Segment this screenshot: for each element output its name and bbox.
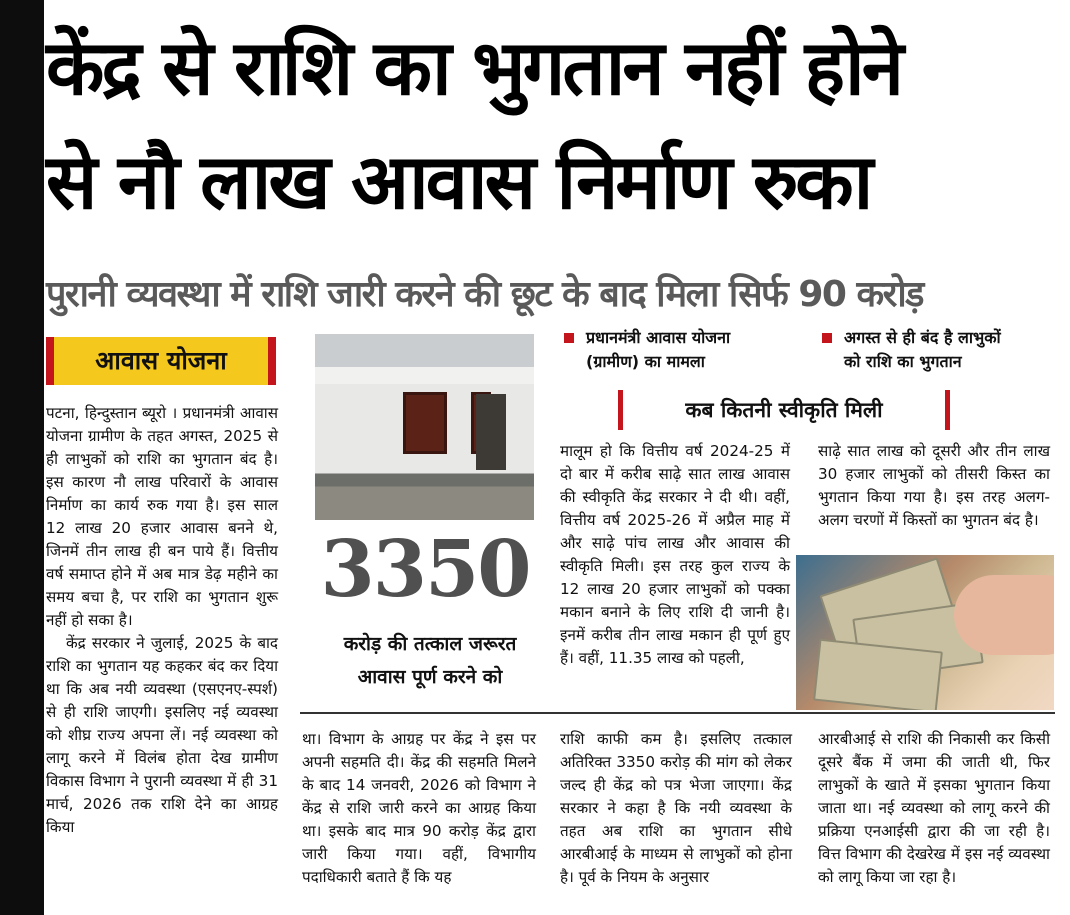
bullet-point-1: [564, 326, 804, 374]
dark-page-edge: [0, 0, 44, 915]
bullet-2-line-2: को राशि का भुगतान: [844, 352, 962, 371]
bullet-point-2: [822, 326, 1062, 374]
column-3-bottom: [560, 728, 792, 889]
photo-roof: [315, 367, 534, 384]
highlight-caption-line-1: करोड़ की तत्काल जरूरत: [343, 633, 517, 655]
col3-bottom-text: राशि काफी कम है। इसलिए तत्काल अतिरिक्त 3350 करोड़ की मांग को लेकर जल्द ही केंद्र को पत्र भेजा जाएगा। केंद्र सरकार ने कहा है कि नयी व्यवस्था के तहत अब राशि का भुगतान सीधे आरबीआई के माध्यम से लाभुकों को होना है। पूर्व के नियम के अनुसार: [560, 730, 792, 886]
column-3-top: [560, 440, 790, 670]
box-title: कब कितनी स्वीकृति मिली: [618, 390, 950, 430]
column-4-bottom: [818, 728, 1050, 889]
headline-line-1: केंद्र से राशि का भुगतान नहीं होने: [46, 23, 901, 112]
highlight-caption-line-2: आवास पूर्ण करने को: [357, 666, 503, 688]
headline-line-2: से नौ लाख आवास निर्माण रुका: [46, 137, 871, 226]
photo-window-left: [403, 392, 447, 454]
highlight-number: 3350: [320, 524, 530, 615]
col2-bottom-text: था। विभाग के आग्रह पर केंद्र ने इस पर अपनी सहमति दी। केंद्र की सहमति मिलने के बाद 14 जनवरी, 2026 को विभाग ने केंद्र से राशि जारी करने का आग्रह किया था। इसके बाद मात्र 90 करोड़ केंद्र द्वारा जारी किया गया। वहीं, विभागीय पदाधिकारी बताते हैं कि यह: [302, 730, 536, 886]
col1-paragraph-1: पटना, हिन्दुस्तान ब्यूरो । प्रधानमंत्री आवास योजना ग्रामीण के तहत अगस्त, 2025 से ही लाभुकों को राशि का भुगतान बंद है। इस कारण नौ लाख परिवारों के आवास निर्माण का कार्य रुक गया है। इस साल 12 लाख 20 हजार आवास बनने थे, जिनमें तीन लाख ही बन पाये हैं। वित्तीय वर्ष समाप्त होने में अब मात्र डेढ़ महीने का समय बचा है, पर राशि का भुगतान शुरू नहीं हो सका है।: [46, 404, 278, 629]
currency-photo: [796, 555, 1054, 710]
col1-paragraph-2: केंद्र सरकार ने जुलाई, 2025 के बाद राशि का भुगतान यह कहकर बंद कर दिया था कि अब नयी व्यवस्था (एसएनए-स्पर्श) से ही राशि जाएगी। इसलिए नई व्यवस्था को शीघ्र राज्य अपना लें। नई व्यवस्था को लागू करने में विलंब होता देख ग्रामीण विकास विभाग ने पुरानी व्यवस्था में ही 31 मार्च, 2026 तक राशि देने का आग्रह किया: [46, 634, 278, 836]
subheadline: पुरानी व्यवस्था में राशि जारी करने की छूट के बाद मिला सिर्फ 90 करोड़: [46, 274, 923, 315]
banknote-3: [813, 639, 943, 710]
col4-top-text: साढ़े सात लाख को दूसरी और तीन लाख 30 हजार लाभुकों को तीसरी किस्त का भुगतान किया गया है। इस तरह अलग-अलग चरणों में किस्तों का भुगतन बंद है।: [818, 442, 1050, 529]
col3-top-text: मालूम हो कि वित्तीय वर्ष 2024-25 में दो बार में करीब साढ़े सात लाख आवास की स्वीकृति केंद्र सरकार ने दी थी। वहीं, वित्तीय वर्ष 2025-26 में अप्रैल माह में और साढ़े पांच लाख और आवास की स्वीकृति मिली। इस तरह कुल राज्य के 12 लाख 20 हजार लाभुकों को पक्का मकान बनाने के लिए राशि दी जानी है। इनमें करीब तीन लाख मकान ही पूर्ण हुए हैं। वहीं, 11.35 लाख को पहली,: [560, 442, 790, 667]
column-1: [46, 402, 278, 839]
section-divider: [300, 712, 1055, 714]
column-4-top: [818, 440, 1050, 532]
section-tag: आवास योजना: [46, 337, 276, 385]
bullet-1-line-2: (ग्रामीण) का मामला: [586, 352, 705, 371]
photo-door: [476, 394, 506, 470]
highlight-caption: [310, 628, 550, 694]
column-2-bottom: [302, 728, 536, 889]
col4-bottom-text: आरबीआई से राशि की निकासी कर किसी दूसरे बैंक में जमा की जाती थी, फिर लाभुकों के खाते में इसका भुगतान किया जाता था। नई व्यवस्था को लागू करने की प्रक्रिया एनआईसी द्वारा की जा रही है। वित्त विभाग की देखरेख में इस नई व्यवस्था को लागू किया जा रहा है।: [818, 730, 1050, 886]
bullet-square-icon: [822, 333, 832, 343]
bullet-square-icon: [564, 333, 574, 343]
bullet-1-line-1: प्रधानमंत्री आवास योजना: [586, 328, 731, 347]
hand-shape: [954, 575, 1054, 655]
house-photo: [315, 334, 534, 520]
bullet-2-line-1: अगस्त से ही बंद है लाभुकों: [844, 328, 1001, 347]
